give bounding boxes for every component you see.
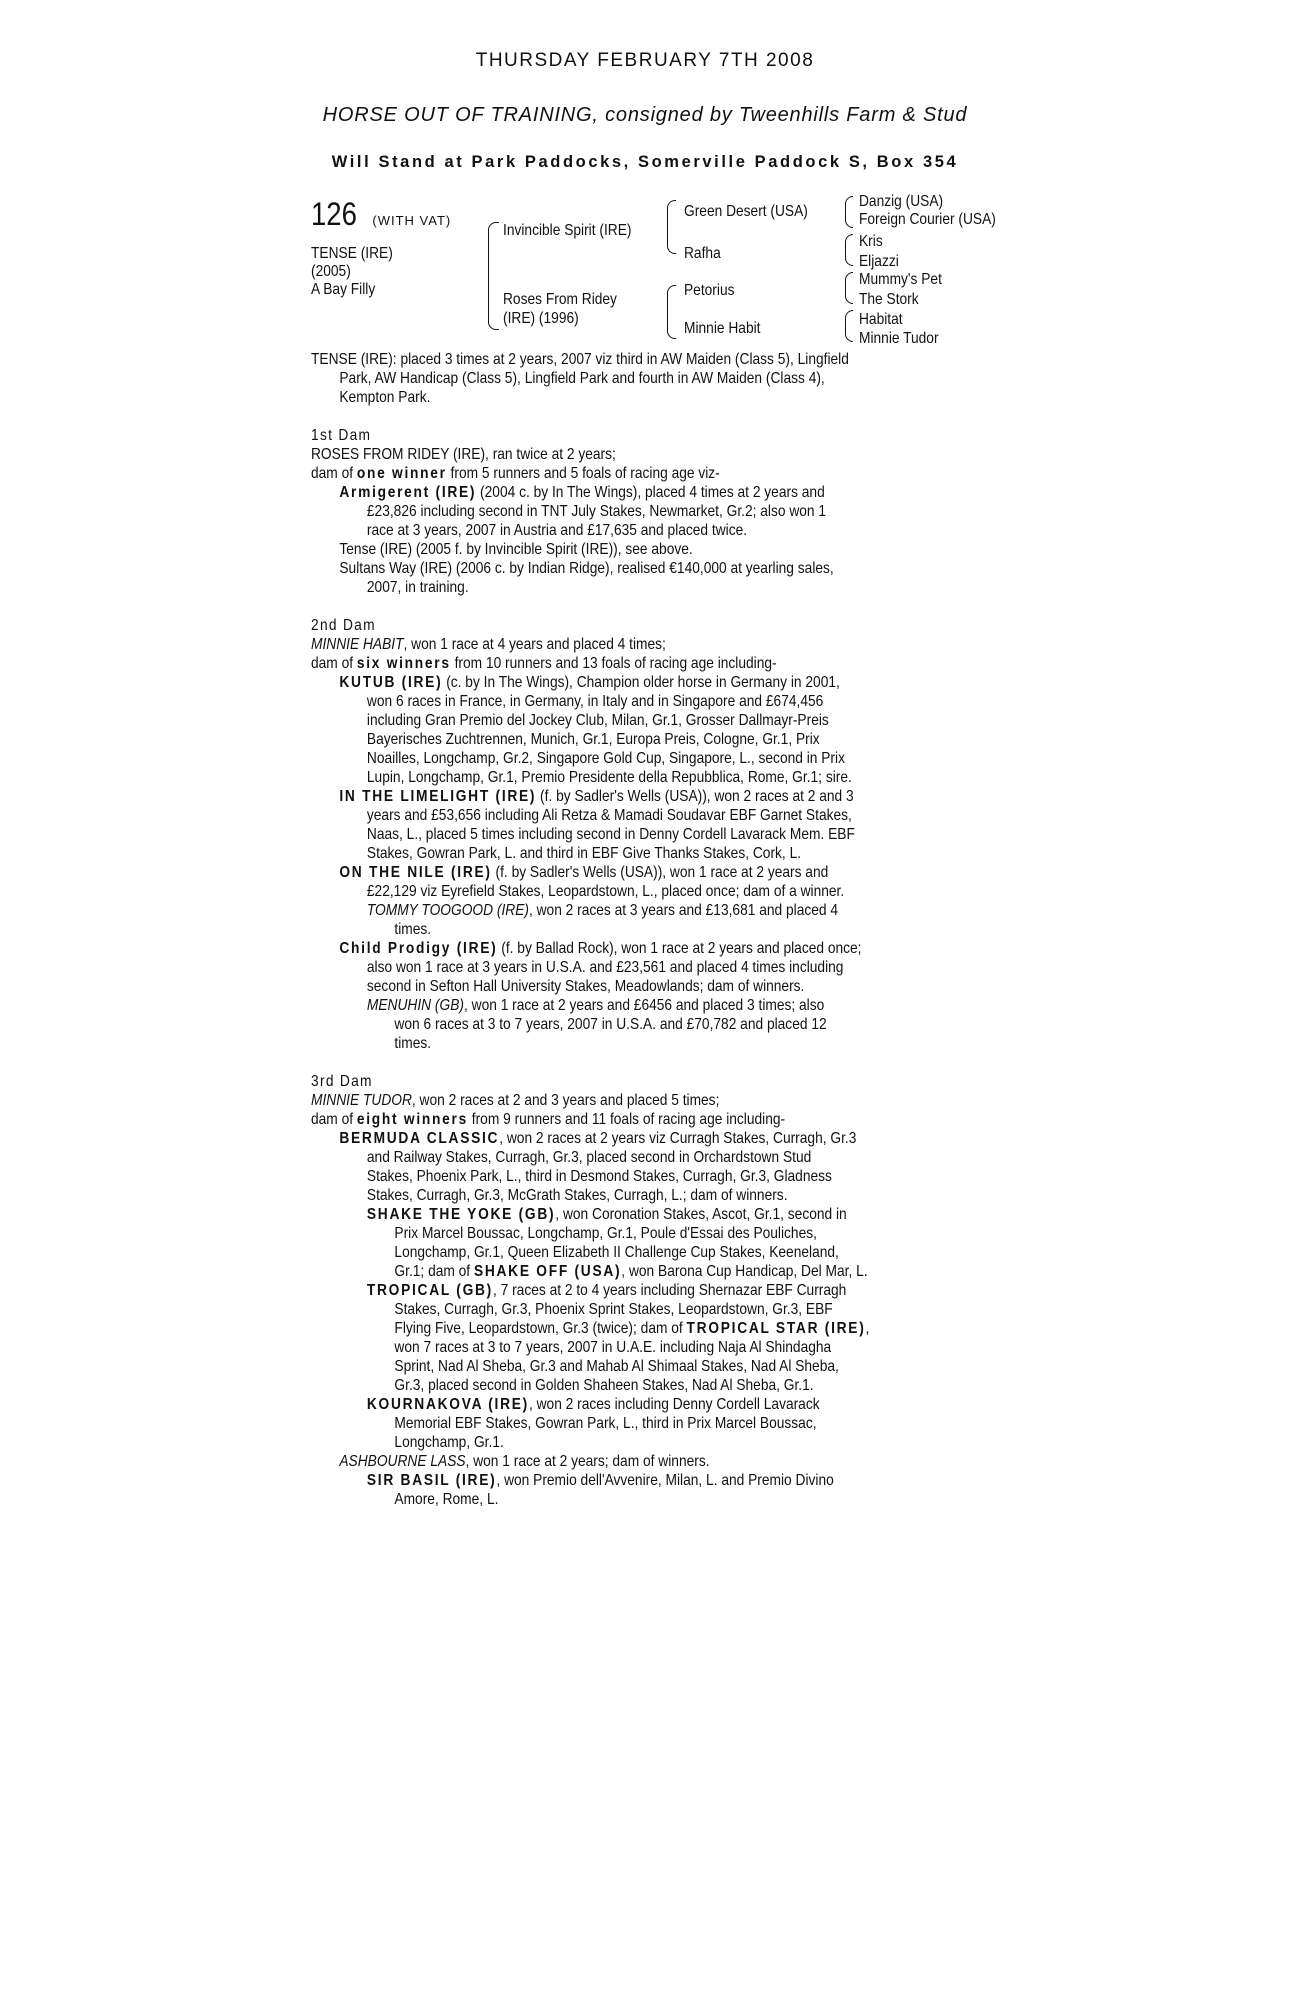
pedigree-sire: Invincible Spirit (IRE) <box>503 222 632 239</box>
pedigree-dam-sire: Petorius <box>684 282 735 299</box>
second-dam-section <box>311 616 1283 1053</box>
first-dam-section <box>311 426 1283 597</box>
section-heading: 1st Dam <box>311 427 372 444</box>
lot-number-block <box>311 196 451 233</box>
produce-entry-cont: and Railway Stakes, Curragh, Gr.3, placed second in Orchardstown Stud <box>366 1149 812 1166</box>
produce-entry-cont: Memorial EBF Stakes, Gowran Park, L., third in Prix Marcel Boussac, <box>394 1415 817 1432</box>
section-heading: 2nd Dam <box>311 617 376 634</box>
pedigree-brace-g3 <box>845 272 853 304</box>
pedigree-gg4: Eljazzi <box>859 253 899 270</box>
produce-entry-cont: Longchamp, Gr.1. <box>394 1434 504 1451</box>
dam-produce-line: dam of one winner from 5 runners and 5 foals of racing age viz- <box>311 465 720 482</box>
pedigree-dam-dam: Minnie Habit <box>684 320 761 337</box>
consignment-line: HORSE OUT OF TRAINING, consigned by Tweenhills Farm & Stud <box>322 104 968 126</box>
pedigree-brace-g2 <box>845 234 853 266</box>
pedigree-gg2: Foreign Courier (USA) <box>859 211 996 228</box>
pedigree-brace-sire <box>667 200 676 254</box>
pedigree-gg3: Kris <box>859 233 883 250</box>
lot-number: 126 <box>311 196 357 232</box>
stand-location: Will Stand at Park Paddocks, Somerville Paddock S, Box 354 <box>331 153 959 171</box>
race-summary <box>311 350 1283 407</box>
horse-name: TENSE (IRE) <box>311 245 393 262</box>
produce-entry-cont: won 6 races at 3 to 7 years, 2007 in U.S.A. and £70,782 and placed 12 <box>394 1016 827 1033</box>
produce-entry-cont: Bayerisches Zuchtrennen, Munich, Gr.1, Europa Preis, Cologne, Gr.1, Prix <box>366 731 820 748</box>
summary-line: Park, AW Handicap (Class 5), Lingfield Park and fourth in AW Maiden (Class 4), <box>339 370 825 387</box>
produce-entry: Child Prodigy (IRE) (f. by Ballad Rock), won 1 race at 2 years and placed once; <box>339 940 862 957</box>
catalogue-body <box>311 350 1283 1509</box>
dam-race-line: ROSES FROM RIDEY (IRE), ran twice at 2 years; <box>311 446 616 463</box>
pedigree-gg8: Minnie Tudor <box>859 330 939 347</box>
grandproduce-entry: SIR BASIL (IRE), won Premio dell'Avvenire, Milan, L. and Premio Divino <box>366 1472 834 1489</box>
produce-entry-cont: Stakes, Curragh, Gr.3, Phoenix Sprint Stakes, Leopardstown, Gr.3, EBF <box>394 1301 833 1318</box>
pedigree-gg6: The Stork <box>859 291 919 308</box>
grandproduce-entry: SHAKE THE YOKE (GB), won Coronation Stakes, Ascot, Gr.1, second in <box>366 1206 847 1223</box>
pedigree-dam-line1: Roses From Ridey <box>503 291 617 308</box>
produce-entry: KUTUB (IRE) (c. by In The Wings), Champion older horse in Germany in 2001, <box>339 674 840 691</box>
sale-date: THURSDAY FEBRUARY 7TH 2008 <box>475 50 815 71</box>
vat-note: (WITH VAT) <box>372 213 452 228</box>
produce-entry-cont: Gr.3, placed second in Golden Shaheen Stakes, Nad Al Sheba, Gr.1. <box>394 1377 814 1394</box>
produce-entry-cont: Naas, L., placed 5 times including second in Denny Cordell Lavarack Mem. EBF <box>366 826 855 843</box>
produce-entry-cont: Stakes, Curragh, Gr.3, McGrath Stakes, Curragh, L.; dam of winners. <box>366 1187 788 1204</box>
pedigree-brace-main <box>488 222 499 330</box>
pedigree-sire-sire: Green Desert (USA) <box>684 203 808 220</box>
horse-description: A Bay Filly <box>311 281 376 298</box>
pedigree-gg5: Mummy's Pet <box>859 271 942 288</box>
pedigree-gg7: Habitat <box>859 311 903 328</box>
horse-details <box>311 245 393 299</box>
pedigree-brace-g1 <box>845 196 853 228</box>
produce-entry-cont: Prix Marcel Boussac, Longchamp, Gr.1, Poule d'Essai des Pouliches, <box>394 1225 817 1242</box>
dam-produce-line: dam of six winners from 10 runners and 13 foals of racing age including- <box>311 655 777 672</box>
produce-entry-cont: Stakes, Phoenix Park, L., third in Desmond Stakes, Curragh, Gr.3, Gladness <box>366 1168 832 1185</box>
produce-entry-cont: 2007, in training. <box>366 579 469 596</box>
produce-entry: ASHBOURNE LASS, won 1 race at 2 years; dam of winners. <box>339 1453 710 1470</box>
summary-line: TENSE (IRE): placed 3 times at 2 years, 2007 viz third in AW Maiden (Class 5), Lingfield <box>311 351 849 368</box>
produce-entry-cont: won 7 races at 3 to 7 years, 2007 in U.A.E. including Naja Al Shindagha <box>394 1339 832 1356</box>
produce-entry-cont: Longchamp, Gr.1, Queen Elizabeth II Challenge Cup Stakes, Keeneland, <box>394 1244 839 1261</box>
produce-entry: Sultans Way (IRE) (2006 c. by Indian Ridge), realised €140,000 at yearling sales, <box>339 560 834 577</box>
produce-entry-cont: £23,826 including second in TNT July Stakes, Newmarket, Gr.2; also won 1 <box>366 503 827 520</box>
dam-race-line: MINNIE TUDOR, won 2 races at 2 and 3 years and placed 5 times; <box>311 1092 720 1109</box>
grandproduce-entry: TOMMY TOOGOOD (IRE), won 2 races at 3 years and £13,681 and placed 4 <box>366 902 839 919</box>
pedigree-brace-dam <box>667 285 676 339</box>
produce-entry: ON THE NILE (IRE) (f. by Sadler's Wells (USA)), won 1 race at 2 years and <box>339 864 829 881</box>
produce-entry-cont: Stakes, Gowran Park, L. and third in EBF Give Thanks Stakes, Cork, L. <box>366 845 802 862</box>
produce-entry-cont: £22,129 viz Eyrefield Stakes, Leopardstown, L., placed once; dam of a winner. <box>366 883 845 900</box>
produce-entry: Tense (IRE) (2005 f. by Invincible Spirit (IRE)), see above. <box>339 541 693 558</box>
produce-entry-cont: including Gran Premio del Jockey Club, Milan, Gr.1, Grosser Dallmayr-Preis <box>366 712 829 729</box>
produce-entry-cont: race at 3 years, 2007 in Austria and £17,635 and placed twice. <box>366 522 748 539</box>
section-heading: 3rd Dam <box>311 1073 373 1090</box>
produce-entry: IN THE LIMELIGHT (IRE) (f. by Sadler's Wells (USA)), won 2 races at 2 and 3 <box>339 788 854 805</box>
produce-entry-cont: Gr.1; dam of SHAKE OFF (USA), won Barona Cup Handicap, Del Mar, L. <box>394 1263 868 1280</box>
summary-line: Kempton Park. <box>339 389 431 406</box>
grandproduce-entry: MENUHIN (GB), won 1 race at 2 years and £6456 and placed 3 times; also <box>366 997 825 1014</box>
pedigree-gg1: Danzig (USA) <box>859 193 944 210</box>
pedigree-dam-line2: (IRE) (1996) <box>503 310 579 327</box>
dam-produce-line: dam of eight winners from 9 runners and 11 foals of racing age including- <box>311 1111 786 1128</box>
dam-race-line: MINNIE HABIT, won 1 race at 4 years and placed 4 times; <box>311 636 666 653</box>
produce-entry-cont: times. <box>394 1035 432 1052</box>
produce-entry-cont: won 6 races in France, in Germany, in Italy and in Singapore and £674,456 <box>366 693 824 710</box>
produce-entry-cont: Sprint, Nad Al Sheba, Gr.3 and Mahab Al Shimaal Stakes, Nad Al Sheba, <box>394 1358 839 1375</box>
grandproduce-entry: TROPICAL (GB), 7 races at 2 to 4 years including Shernazar EBF Curragh <box>366 1282 847 1299</box>
produce-entry: BERMUDA CLASSIC, won 2 races at 2 years viz Curragh Stakes, Curragh, Gr.3 <box>339 1130 857 1147</box>
pedigree-sire-dam: Rafha <box>684 245 721 262</box>
produce-entry-cont: also won 1 race at 3 years in U.S.A. and £23,561 and placed 4 times including <box>366 959 844 976</box>
produce-entry: Armigerent (IRE) (2004 c. by In The Wings), placed 4 times at 2 years and <box>339 484 825 501</box>
produce-entry-cont: Lupin, Longchamp, Gr.1, Premio Presidente della Repubblica, Rome, Gr.1; sire. <box>366 769 852 786</box>
produce-entry-cont: years and £53,656 including Ali Retza & Mamadi Soudavar EBF Garnet Stakes, <box>366 807 852 824</box>
produce-entry-cont: times. <box>394 921 432 938</box>
produce-entry-cont: Noailles, Longchamp, Gr.2, Singapore Gold Cup, Singapore, L., second in Prix <box>366 750 845 767</box>
produce-entry-cont: Flying Five, Leopardstown, Gr.3 (twice); dam of TROPICAL STAR (IRE), <box>394 1320 870 1337</box>
produce-entry-cont: second in Sefton Hall University Stakes, Meadowlands; dam of winners. <box>366 978 805 995</box>
third-dam-section <box>311 1072 1283 1509</box>
pedigree-brace-g4 <box>845 310 853 342</box>
grandproduce-entry: KOURNAKOVA (IRE), won 2 races including Denny Cordell Lavarack <box>366 1396 820 1413</box>
produce-entry-cont: Amore, Rome, L. <box>394 1491 499 1508</box>
horse-year: (2005) <box>311 263 351 280</box>
